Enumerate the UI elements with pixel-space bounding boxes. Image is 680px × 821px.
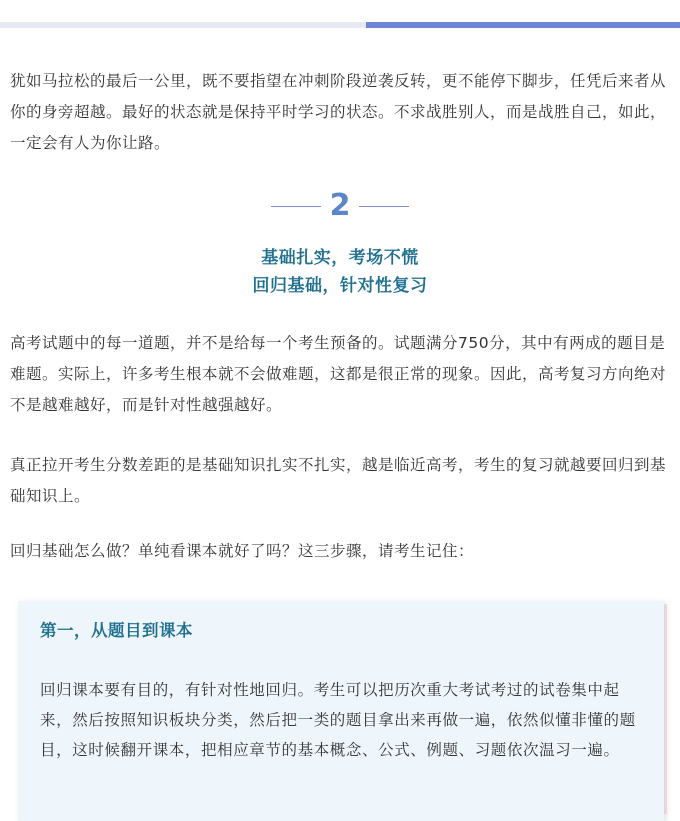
intro-paragraph: 犹如马拉松的最后一公里，既不要指望在冲刺阶段逆袭反转，更不能停下脚步，任凭后来者从你的身旁超越。最好的状态就是保持平时学习的状态。不求战胜别人，而是战胜自己，如此，一定会有人为你让路。 bbox=[10, 72, 667, 152]
section-heading-line-left bbox=[271, 206, 321, 207]
top-divider-bar bbox=[0, 22, 680, 28]
section-number: 2 bbox=[329, 188, 351, 223]
top-divider-accent bbox=[366, 22, 680, 28]
step-box-body: 回归课本要有目的，有针对性地回归。考生可以把历次重大考试考过的试卷集中起来，然后按照知识板块分类，然后把一类的题目拿出来再做一遍，依然似懂非懂的题目，这时候翻开课本，把相应章节的基本概念、公式、例题、习题依次温习一遍。 bbox=[40, 681, 636, 759]
top-divider-light bbox=[0, 22, 366, 28]
section-subtitle-1: 基础扎实，考场不慌 bbox=[261, 248, 419, 268]
body-paragraph-2: 真正拉开考生分数差距的是基础知识扎实不扎实，越是临近高考，考生的复习就越要回归到基础知识上。 bbox=[10, 456, 667, 505]
section-heading-line-right bbox=[359, 206, 409, 207]
step-box-edge bbox=[664, 604, 667, 814]
step-box bbox=[18, 601, 664, 821]
body-paragraph-3: 回归基础怎么做？单纯看课本就好了吗？这三步骤，请考生记住： bbox=[10, 542, 475, 560]
section-subtitle-2: 回归基础，针对性复习 bbox=[252, 276, 428, 296]
section-heading bbox=[0, 186, 680, 226]
step-box-title: 第一，从题目到课本 bbox=[40, 621, 193, 640]
body-paragraph-1: 高考试题中的每一道题，并不是给每一个考生预备的。试题满分750分，其中有两成的题目是难题。实际上，许多考生根本就不会做难题，这都是很正常的现象。因此，高考复习方向绝对不是越难越好，而是针对性越强越好。 bbox=[10, 334, 667, 414]
